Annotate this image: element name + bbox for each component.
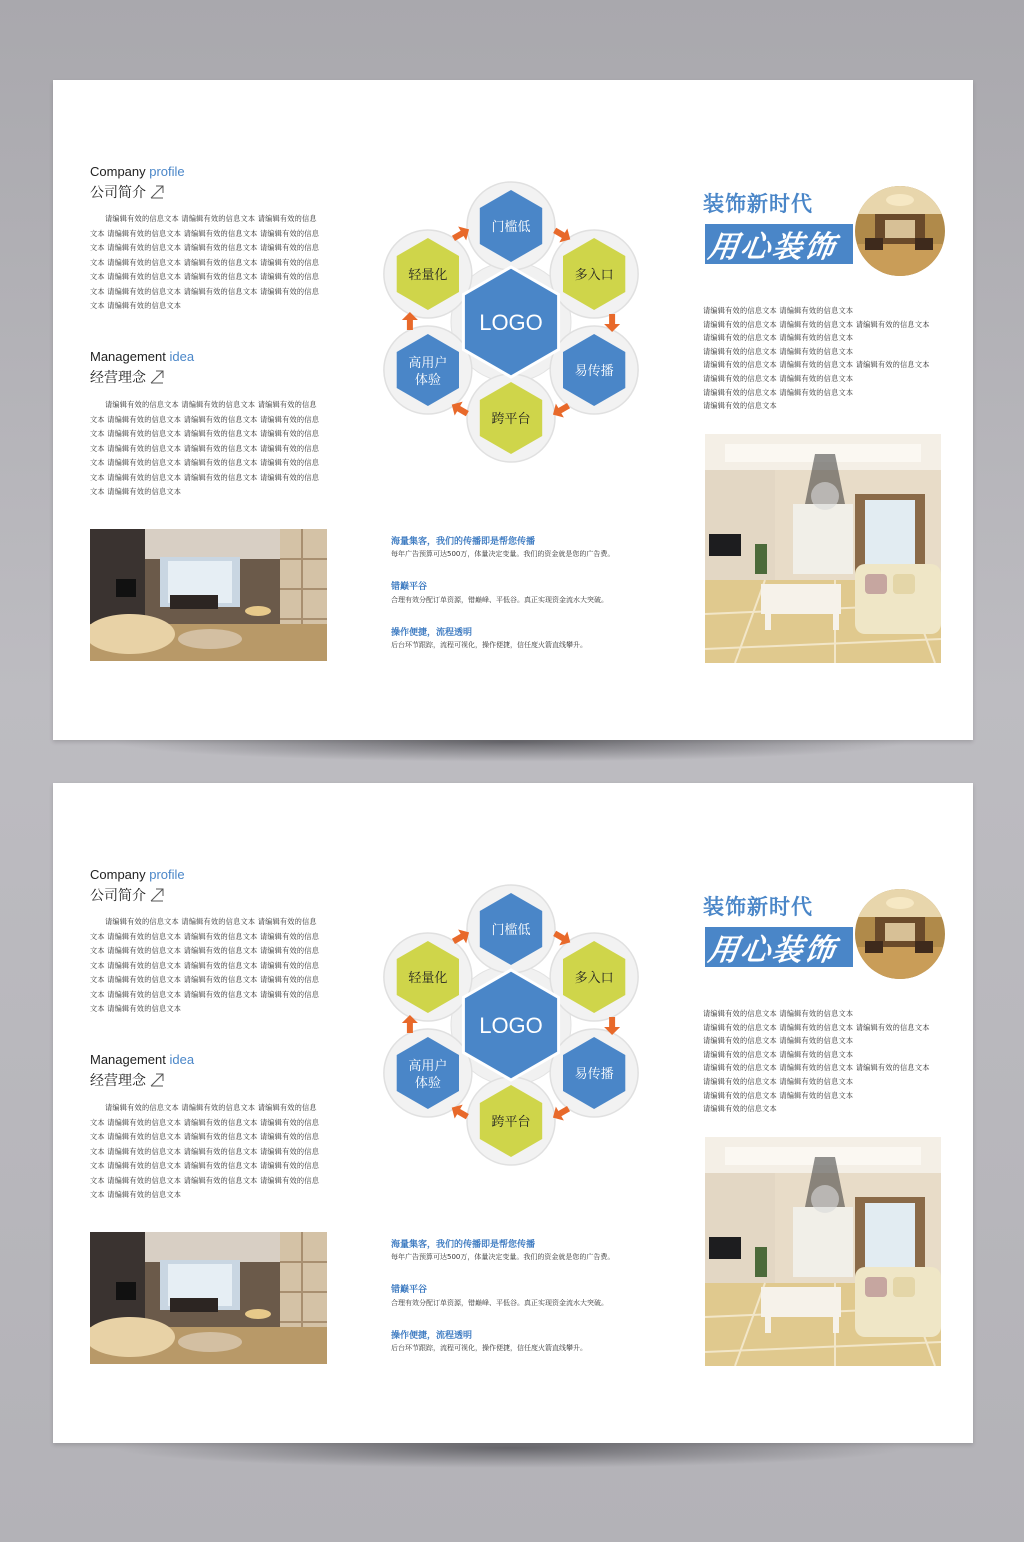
feature-body-3: 后台环节跟踪，流程可视化，操作便捷，信任度火箭直线攀升。 [391, 1344, 587, 1352]
text-line: 文本 请编辑有效的信息文本 请编辑有效的信息文本 请编辑有效的信息 [90, 257, 320, 267]
management-idea-heading-cn: 经营理念 [90, 1070, 164, 1090]
hex-label: 门槛低 [491, 923, 531, 938]
feature-body-2: 合理有效分配订单资源，错巅峰、平低谷。真正实现资金流水大突破。 [391, 1299, 608, 1307]
hex-label: 跨平台 [491, 412, 531, 427]
text-line: 请编辑有效的信息文本 请编辑有效的信息文本 [703, 1049, 854, 1059]
company-profile-heading-cn: 公司简介 [90, 885, 164, 905]
hex-label: 体验 [414, 373, 441, 388]
feature-hex-diagram [381, 180, 643, 480]
brand-banner [703, 186, 953, 276]
management-idea-heading-cn: 经营理念 [90, 367, 164, 387]
feature-body-2: 合理有效分配订单资源，错巅峰、平低谷。真正实现资金流水大突破。 [391, 596, 608, 604]
management-idea-text [90, 398, 330, 500]
text-line: 文本 请编辑有效的信息文本 请编辑有效的信息文本 请编辑有效的信息 [90, 272, 320, 281]
feature-title-3: 操作便捷，流程透明 [391, 628, 473, 638]
management-idea-heading-en: Management idea [90, 349, 195, 364]
feature-body-1: 每年广告预算可达500万，体量决定变量。我们的资金就是您的广告费。 [391, 1253, 615, 1261]
text-line: 请编辑有效的信息文本 请编辑有效的信息文本 [703, 1090, 854, 1100]
text-line: 请编辑有效的信息文本 [703, 401, 777, 411]
text-line: 请编辑有效的信息文本 请编辑有效的信息文本 [703, 333, 854, 343]
feature-title-2: 错巅平谷 [391, 1285, 428, 1295]
living-room-photo-left [90, 1232, 327, 1364]
text-line: 文本 请编辑有效的信息文本 [90, 1004, 182, 1013]
right-info-text [703, 304, 943, 413]
company-profile-text [90, 915, 330, 1017]
management-idea-heading-en: Management idea [90, 1052, 195, 1067]
right-info-text [703, 1007, 943, 1116]
living-room-photo-left [90, 529, 327, 661]
text-line: 文本 请编辑有效的信息文本 请编辑有效的信息文本 请编辑有效的信息 [90, 960, 320, 970]
text-line: 文本 请编辑有效的信息文本 请编辑有效的信息文本 请编辑有效的信息 [90, 286, 320, 296]
hex-label: 体验 [414, 1076, 441, 1091]
banner-title: 装饰新时代 [703, 192, 813, 216]
text-line: 请编辑有效的信息文本 请编辑有效的信息文本 [703, 1009, 854, 1018]
text-line: 文本 请编辑有效的信息文本 请编辑有效的信息文本 请编辑有效的信息 [90, 1161, 320, 1170]
text-line: 文本 请编辑有效的信息文本 请编辑有效的信息文本 请编辑有效的信息 [90, 1146, 320, 1156]
text-line: 请编辑有效的信息文本 请编辑有效的信息文本 请编辑有效的信息文本 [703, 1022, 930, 1032]
text-line: 请编辑有效的信息文本 请编辑有效的信息文本 [703, 373, 854, 383]
living-room-photo-right [705, 434, 941, 663]
company-profile-heading-cn: 公司简介 [90, 182, 164, 202]
text-line: 请编辑有效的信息文本 请编辑有效的信息文本 [703, 1036, 854, 1046]
text-line: 文本 请编辑有效的信息文本 [90, 301, 182, 310]
text-line: 请编辑有效的信息文本 请编辑有效的信息文本 [703, 306, 854, 315]
text-line: 文本 请编辑有效的信息文本 请编辑有效的信息文本 请编辑有效的信息 [90, 443, 320, 453]
circle-interior-photo [855, 889, 945, 979]
text-line: 请编辑有效的信息文本 请编辑有效的信息文本 请编辑有效的信息 [105, 400, 317, 409]
text-line: 文本 请编辑有效的信息文本 请编辑有效的信息文本 请编辑有效的信息 [90, 228, 320, 238]
slash-arrow-icon [150, 888, 164, 902]
text-line: 请编辑有效的信息文本 请编辑有效的信息文本 [703, 387, 854, 397]
slash-arrow-icon [150, 370, 164, 384]
text-line: 文本 请编辑有效的信息文本 请编辑有效的信息文本 请编辑有效的信息 [90, 1132, 320, 1141]
feature-body-1: 每年广告预算可达500万，体量决定变量。我们的资金就是您的广告费。 [391, 550, 615, 558]
text-line: 请编辑有效的信息文本 请编辑有效的信息文本 请编辑有效的信息文本 [703, 360, 930, 370]
company-profile-text [90, 212, 330, 314]
hex-label: 多入口 [574, 268, 614, 283]
text-line: 请编辑有效的信息文本 请编辑有效的信息文本 请编辑有效的信息 [105, 214, 317, 223]
brochure-sheet-top [53, 80, 973, 740]
logo-text: LOGO [479, 1013, 543, 1038]
company-profile-heading-en: Company profile [90, 164, 185, 179]
text-line: 文本 请编辑有效的信息文本 请编辑有效的信息文本 请编辑有效的信息 [90, 414, 320, 424]
management-idea-text [90, 1101, 330, 1203]
banner-script-text: 用心装饰 [706, 230, 839, 265]
feature-title-1: 海量集客，我们的传播即是帮您传播 [391, 1240, 536, 1250]
hex-label: 易传播 [574, 364, 614, 379]
feature-body-3: 后台环节跟踪，流程可视化，操作便捷，信任度火箭直线攀升。 [391, 641, 587, 649]
slash-arrow-icon [150, 185, 164, 199]
hex-label: 多入口 [574, 971, 614, 986]
hex-label: 易传播 [574, 1067, 614, 1082]
text-line: 请编辑有效的信息文本 请编辑有效的信息文本 请编辑有效的信息文本 [703, 319, 930, 329]
text-line: 文本 请编辑有效的信息文本 请编辑有效的信息文本 请编辑有效的信息 [90, 1117, 320, 1127]
hex-label: 高用户 [408, 356, 448, 371]
text-line: 文本 请编辑有效的信息文本 请编辑有效的信息文本 请编辑有效的信息 [90, 1175, 320, 1185]
company-profile-heading-en: Company profile [90, 867, 185, 882]
text-line: 文本 请编辑有效的信息文本 请编辑有效的信息文本 请编辑有效的信息 [90, 429, 320, 438]
hex-label: 跨平台 [491, 1115, 531, 1130]
text-line: 请编辑有效的信息文本 请编辑有效的信息文本 请编辑有效的信息 [105, 917, 317, 926]
text-line: 文本 请编辑有效的信息文本 请编辑有效的信息文本 请编辑有效的信息 [90, 458, 320, 467]
text-line: 文本 请编辑有效的信息文本 请编辑有效的信息文本 请编辑有效的信息 [90, 931, 320, 941]
text-line: 文本 请编辑有效的信息文本 请编辑有效的信息文本 请编辑有效的信息 [90, 989, 320, 999]
hex-label: 门槛低 [491, 220, 531, 235]
hex-label: 高用户 [408, 1059, 448, 1074]
text-line: 文本 请编辑有效的信息文本 请编辑有效的信息文本 请编辑有效的信息 [90, 975, 320, 984]
text-line: 请编辑有效的信息文本 请编辑有效的信息文本 请编辑有效的信息 [105, 1103, 317, 1112]
feature-title-2: 错巅平谷 [391, 582, 428, 592]
text-line: 文本 请编辑有效的信息文本 [90, 487, 182, 496]
text-line: 文本 请编辑有效的信息文本 请编辑有效的信息文本 请编辑有效的信息 [90, 243, 320, 252]
text-line: 请编辑有效的信息文本 请编辑有效的信息文本 请编辑有效的信息文本 [703, 1063, 930, 1073]
circle-interior-photo [855, 186, 945, 276]
banner-title: 装饰新时代 [703, 895, 813, 919]
feature-title-1: 海量集客，我们的传播即是帮您传播 [391, 537, 536, 547]
brand-banner [703, 889, 953, 979]
slash-arrow-icon [150, 1073, 164, 1087]
hex-label: 轻量化 [408, 971, 448, 986]
text-line: 文本 请编辑有效的信息文本 [90, 1190, 182, 1199]
text-line: 请编辑有效的信息文本 请编辑有效的信息文本 [703, 346, 854, 356]
banner-script-text: 用心装饰 [706, 933, 839, 968]
text-line: 请编辑有效的信息文本 请编辑有效的信息文本 [703, 1076, 854, 1086]
feature-hex-diagram [381, 883, 643, 1183]
logo-text: LOGO [479, 310, 543, 335]
hex-label: 轻量化 [408, 268, 448, 283]
feature-title-3: 操作便捷，流程透明 [391, 1331, 473, 1341]
text-line: 请编辑有效的信息文本 [703, 1104, 777, 1114]
living-room-photo-right [705, 1137, 941, 1366]
text-line: 文本 请编辑有效的信息文本 请编辑有效的信息文本 请编辑有效的信息 [90, 472, 320, 482]
text-line: 文本 请编辑有效的信息文本 请编辑有效的信息文本 请编辑有效的信息 [90, 946, 320, 955]
brochure-sheet-bottom [53, 783, 973, 1443]
